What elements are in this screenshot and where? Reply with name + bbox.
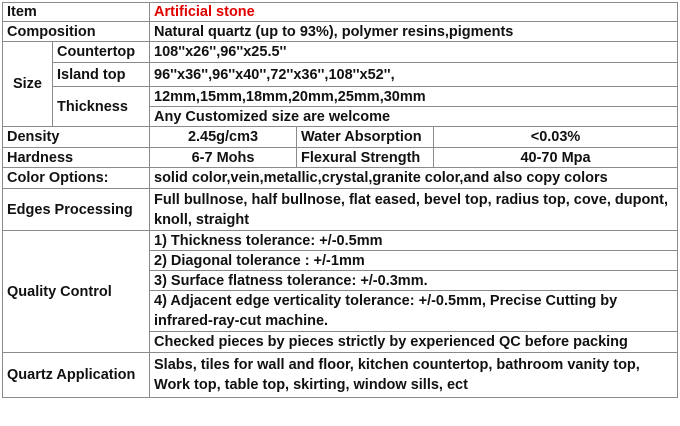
item-label: Item [3, 3, 150, 22]
composition-label: Composition [3, 22, 150, 42]
countertop-value: 108''x26'',96''x25.5'' [150, 42, 678, 63]
hardness-label: Hardness [3, 148, 150, 168]
color-options-value: solid color,vein,metallic,crystal,granite color,and also copy colors [150, 168, 678, 189]
row-composition [3, 22, 678, 42]
flexural-strength-value: 40-70 Mpa [434, 148, 678, 168]
qc-item-4: 4) Adjacent edge verticality tolerance: +/-0.5mm, Precise Cutting by infrared-ray-cut machine. [150, 291, 678, 332]
qc-item-1: 1) Thickness tolerance: +/-0.5mm [150, 231, 678, 251]
countertop-label: Countertop [53, 42, 150, 63]
row-size-island-top [3, 63, 678, 87]
row-edges-processing [3, 189, 678, 231]
island-top-value: 96''x36'',96''x40'',72''x36'',108''x52'', [150, 63, 678, 87]
island-top-label: Island top [53, 63, 150, 87]
water-absorption-value: <0.03% [434, 127, 678, 148]
item-value: Artificial stone [150, 3, 678, 22]
density-label: Density [3, 127, 150, 148]
row-quartz-application [3, 353, 678, 398]
size-label: Size [3, 42, 53, 127]
edges-processing-label: Edges Processing [3, 189, 150, 231]
flexural-strength-label: Flexural Strength [297, 148, 434, 168]
row-density [3, 127, 678, 148]
density-value: 2.45g/cm3 [150, 127, 297, 148]
row-hardness [3, 148, 678, 168]
row-item [3, 3, 678, 22]
color-options-label: Color Options: [3, 168, 150, 189]
customized-size-note: Any Customized size are welcome [150, 107, 678, 127]
quartz-application-value: Slabs, tiles for wall and floor, kitchen countertop, bathroom vanity top, Work top, table top, skirting, window sills, ect [150, 353, 678, 398]
specification-table [2, 2, 678, 398]
qc-item-5: Checked pieces by pieces strictly by experienced QC before packing [150, 332, 678, 353]
thickness-value: 12mm,15mm,18mm,20mm,25mm,30mm [150, 87, 678, 107]
thickness-label: Thickness [53, 87, 150, 127]
spec-table-wrapper [2, 2, 677, 398]
hardness-value: 6-7 Mohs [150, 148, 297, 168]
edges-processing-value: Full bullnose, half bullnose, flat eased, bevel top, radius top, cove, dupont, knoll, straight [150, 189, 678, 231]
qc-item-3: 3) Surface flatness tolerance: +/-0.3mm. [150, 271, 678, 291]
composition-value: Natural quartz (up to 93%), polymer resins,pigments [150, 22, 678, 42]
row-qc-1 [3, 231, 678, 251]
quality-control-label: Quality Control [3, 231, 150, 353]
row-size-countertop [3, 42, 678, 63]
row-color-options [3, 168, 678, 189]
quartz-application-label: Quartz Application [3, 353, 150, 398]
row-size-thickness [3, 87, 678, 107]
water-absorption-label: Water Absorption [297, 127, 434, 148]
qc-item-2: 2) Diagonal tolerance : +/-1mm [150, 251, 678, 271]
